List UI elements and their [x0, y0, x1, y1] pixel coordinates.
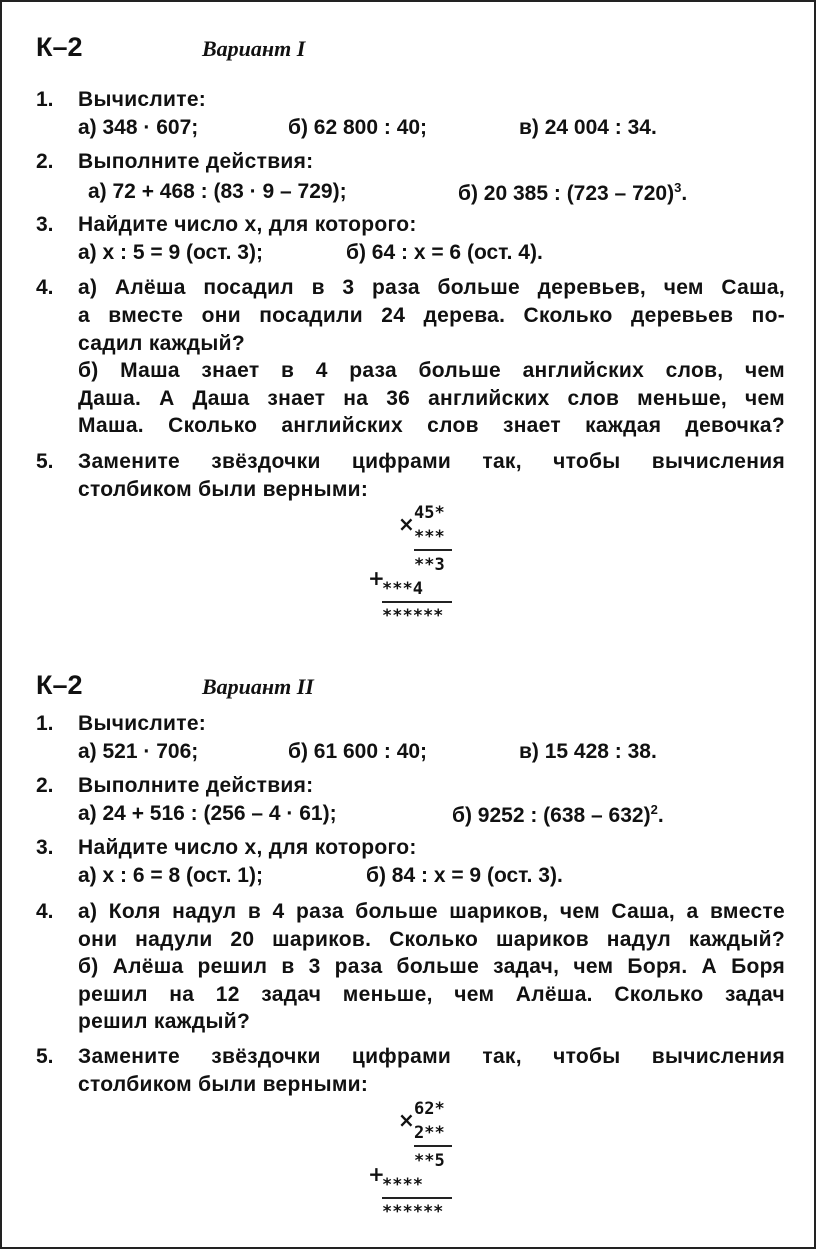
times-sign: ×	[398, 1108, 415, 1132]
task1-part-b: б) 61 600 : 40;	[288, 740, 428, 763]
task4-line: а вместе они посадили 24 дерева. Сколько деревьев по-	[78, 304, 785, 327]
task1-part-c: в) 15 428 : 38.	[519, 740, 657, 763]
task1-header: Вычислите:	[78, 88, 207, 111]
test-code: К–2	[36, 670, 83, 700]
task4-line: Даша. А Даша знает на 36 английских слов меньше, чем	[78, 387, 785, 410]
times-sign: ×	[398, 512, 415, 536]
plus-sign: +	[368, 1162, 385, 1186]
task-number: 2.	[36, 150, 54, 173]
partial-product-1: **5	[414, 1151, 445, 1171]
task2-part-b	[452, 802, 664, 828]
exponent: 2	[650, 802, 658, 817]
task2-header: Выполните действия:	[78, 774, 314, 797]
task5-line: столбиком были верными:	[78, 478, 369, 501]
period: .	[657, 804, 664, 827]
task-number: 4.	[36, 276, 54, 299]
task4-line: б) Алёша решил в 3 раза больше задач, чем Боря. А Боря	[78, 955, 785, 978]
task2-part-a: а) 72 + 468 : (83 · 9 – 729);	[88, 180, 347, 203]
task3-part-b: б) 84 : x = 9 (ост. 3).	[366, 864, 563, 887]
task2-part-b	[458, 180, 687, 206]
task-number: 3.	[36, 213, 54, 236]
divider-line	[382, 1197, 452, 1199]
product-result: ******	[382, 1202, 444, 1222]
task2-part-b-expr: б) 9252 : (638 – 632)	[452, 804, 651, 827]
task-number: 5.	[36, 1045, 54, 1068]
task4-line: а) Алёша посадил в 3 раза больше деревьев, чем Саша,	[78, 276, 785, 299]
plus-sign: +	[368, 566, 385, 590]
multiplicand: 62*	[414, 1099, 445, 1119]
divider-line	[414, 1145, 452, 1147]
task4-line: а) Коля надул в 4 раза больше шариков, чем Саша, а вместе	[78, 900, 785, 923]
task4-line: они надули 20 шариков. Сколько шариков надул каждый?	[78, 928, 785, 951]
task-number: 1.	[36, 712, 54, 735]
product-result: ******	[382, 606, 444, 626]
task1-header: Вычислите:	[78, 712, 207, 735]
task5-line: столбиком были верными:	[78, 1073, 369, 1096]
task4-line: Маша. Сколько английских слов знает каждая девочка?	[78, 414, 785, 437]
column-multiplication	[362, 500, 482, 650]
exponent: 3	[674, 180, 682, 195]
task1-part-a: а) 521 · 706;	[78, 740, 199, 763]
task3-header: Найдите число x, для которого:	[78, 213, 417, 236]
task2-part-b-expr: б) 20 385 : (723 – 720)	[458, 182, 675, 205]
column-multiplication	[362, 1096, 482, 1246]
task-number: 4.	[36, 900, 54, 923]
multiplier: ***	[414, 527, 445, 547]
task4-line: б) Маша знает в 4 раза больше английских слов, чем	[78, 359, 785, 382]
task1-part-b: б) 62 800 : 40;	[288, 116, 428, 139]
task1-part-a: а) 348 · 607;	[78, 116, 199, 139]
test-code: К–2	[36, 32, 83, 62]
task3-part-b: б) 64 : x = 6 (ост. 4).	[346, 241, 543, 264]
task-number: 1.	[36, 88, 54, 111]
divider-line	[382, 601, 452, 603]
task3-header: Найдите число x, для которого:	[78, 836, 417, 859]
task5-line: Замените звёздочки цифрами так, чтобы вычисления	[78, 450, 785, 473]
multiplicand: 45*	[414, 503, 445, 523]
variant-title: Вариант I	[202, 36, 306, 61]
period: .	[681, 182, 688, 205]
partial-product-2: ****	[382, 1175, 423, 1195]
task4-line: решил каждый?	[78, 1010, 251, 1033]
task-number: 3.	[36, 836, 54, 859]
task-number: 2.	[36, 774, 54, 797]
task2-header: Выполните действия:	[78, 150, 314, 173]
partial-product-1: **3	[414, 555, 445, 575]
task4-line: решил на 12 задач меньше, чем Алёша. Сколько задач	[78, 983, 785, 1006]
task2-part-a: а) 24 + 516 : (256 – 4 · 61);	[78, 802, 337, 825]
task3-part-a: а) x : 5 = 9 (ост. 3);	[78, 241, 263, 264]
partial-product-2: ***4	[382, 579, 423, 599]
task1-part-c: в) 24 004 : 34.	[519, 116, 657, 139]
task5-line: Замените звёздочки цифрами так, чтобы вычисления	[78, 1045, 785, 1068]
divider-line	[414, 549, 452, 551]
task-number: 5.	[36, 450, 54, 473]
task4-line: садил каждый?	[78, 332, 246, 355]
multiplier: 2**	[414, 1123, 445, 1143]
task3-part-a: а) x : 6 = 8 (ост. 1);	[78, 864, 263, 887]
variant-title: Вариант II	[202, 674, 314, 699]
